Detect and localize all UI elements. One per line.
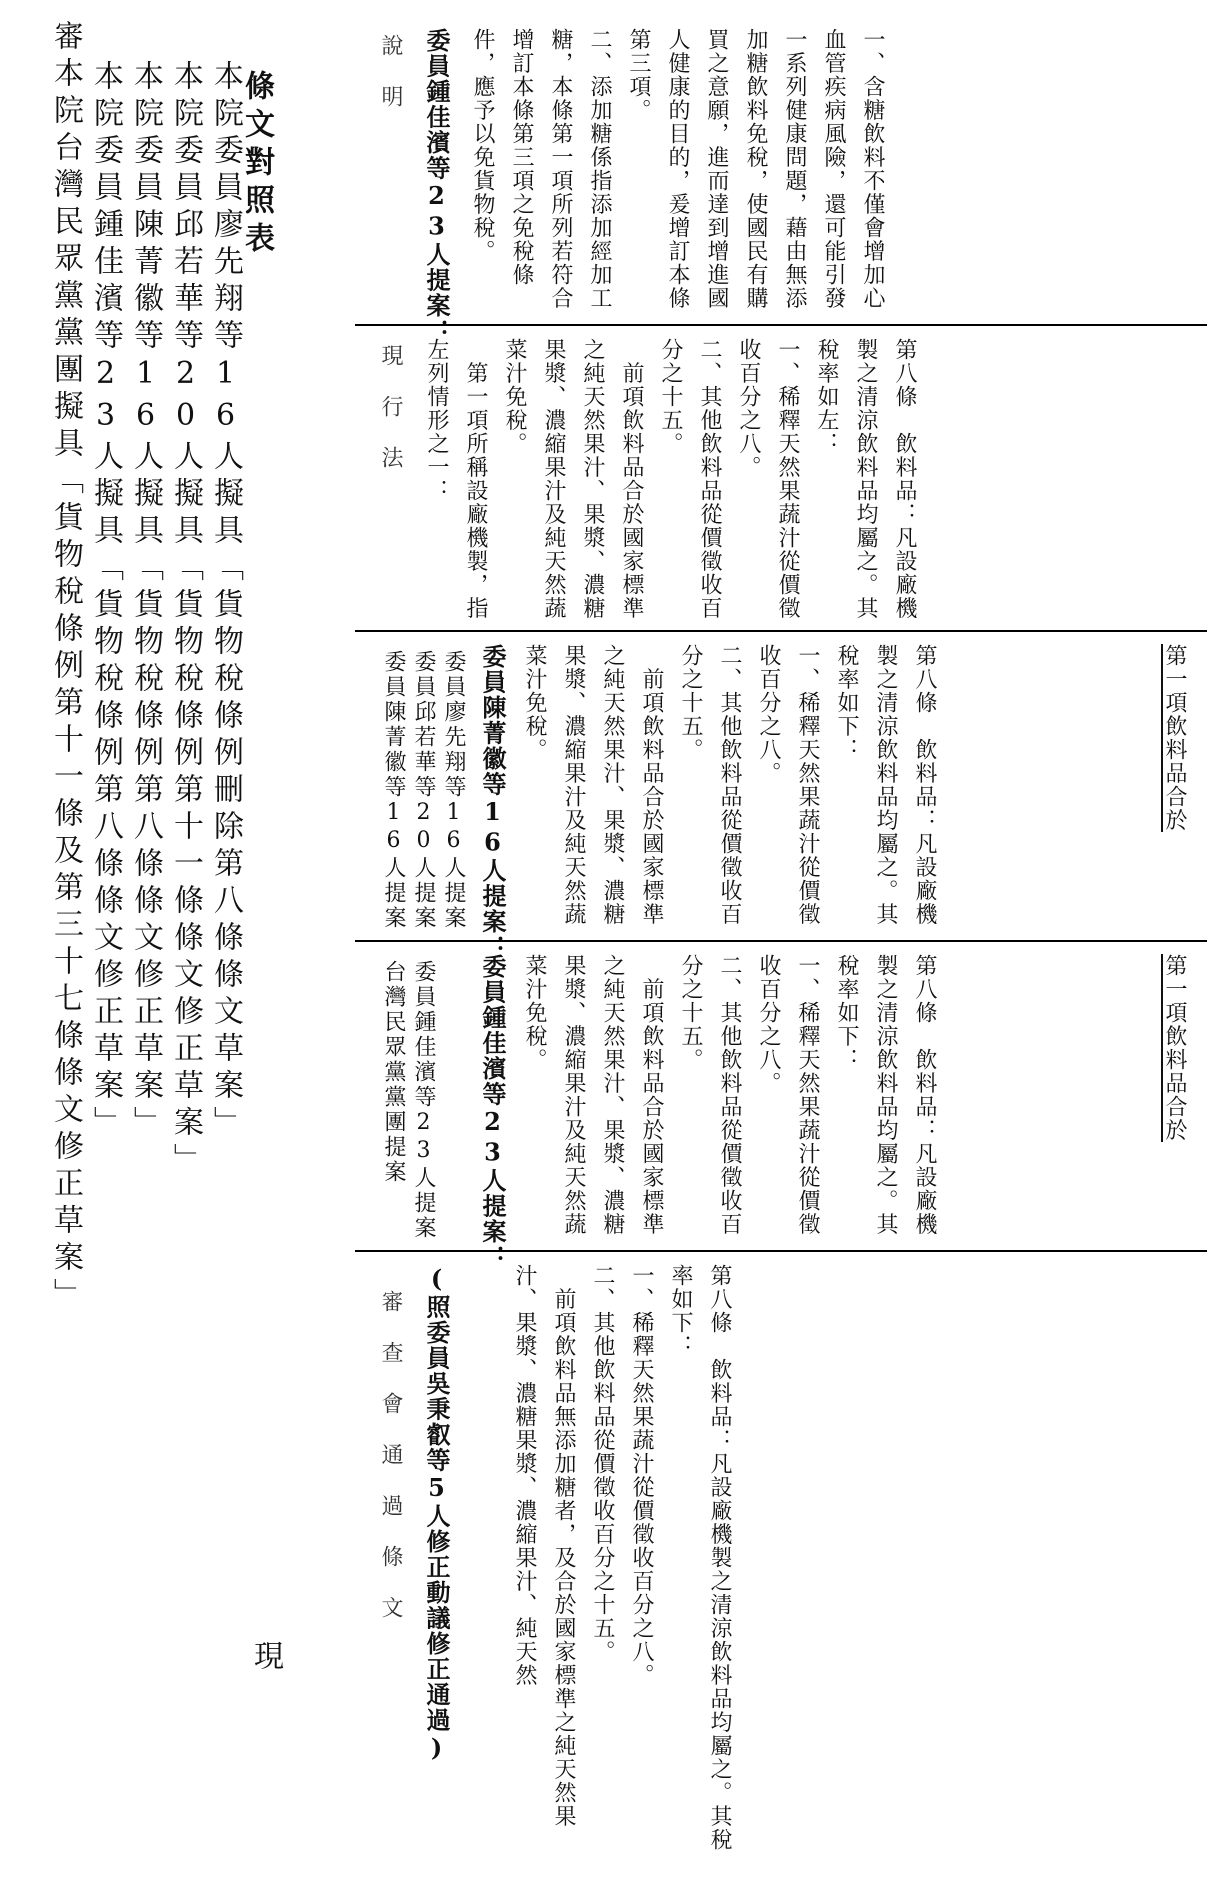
title-line: 本院委員陳菁徽等16人擬具「貨物稅條例第八條條文修正草案」 <box>128 60 163 1143</box>
title-line: 審本院台灣民眾黨黨團擬具「貨物稅條例第十一條及第三十七條條文修正草案」 <box>48 20 83 1315</box>
tpp-heading: 委員鍾佳濱等23人提案： <box>478 954 507 1270</box>
header-members-2: 委員邱若華等20人提案 <box>411 650 436 931</box>
band-members <box>355 630 1207 960</box>
review-heading: (照委員吳秉叡等5人修正動議修正通過) <box>422 1264 451 1764</box>
title-line: 本院委員鍾佳濱等23人擬具「貨物稅條例第八條條文修正草案」 <box>88 60 123 1143</box>
header-tpp: 台灣民眾黨黨團提案 <box>381 960 406 1185</box>
header-members-3: 委員廖先翔等16人提案 <box>441 650 466 931</box>
header-members-1: 委員陳菁徽等16人提案 <box>381 650 406 931</box>
tpp-text: 第八條 飲料品：凡設廠機製之清涼飲料品均屬之。其稅率如下： 一、稀釋天然果蔬汁從價徵收百分之八。 二、其他飲料品從價徵收百分之十五。 前項飲料品合於國家標準之純天然果汁、果漿、濃糖果漿、濃縮果汁及純天然蔬菜汁免稅。 <box>522 954 937 1236</box>
tpp-underlined: 第一項飲料品合於 <box>1162 954 1187 1142</box>
explanation-text: 一、含糖飲料不僅會增加心血管疾病風險，還可能引發一系列健康問題，藉由無添加糖飲料免稅，使國民有購買之意願，進而達到增進國人健康的目的，爰增訂本條第三項。 二、添加糖係指添加經加工糖，本條第一項所列若符合增訂本條第三項之免稅條件，應予以免貨物稅。 <box>470 28 885 310</box>
header-tpp-2: 委員鍾佳濱等23人提案 <box>411 960 436 1241</box>
band-explanation <box>355 14 1207 344</box>
header-review: 審 查 會 通 過 條 文 <box>378 1290 403 1620</box>
members-text: 第八條 飲料品：凡設廠機製之清涼飲料品均屬之。其稅率如下： 一、稀釋天然果蔬汁從價徵收百分之八。 二、其他飲料品從價徵收百分之十五。 前項飲料品合於國家標準之純天然果汁、果漿、濃糖果漿、濃縮果汁及純天然蔬菜汁免稅。 <box>522 644 937 926</box>
explanation-heading: 委員鍾佳濱等23人提案： <box>422 28 451 344</box>
header-explanation-label: 說 明 <box>378 34 403 109</box>
header-current-label: 現 行 法 <box>378 344 403 470</box>
current-text: 第八條 飲料品：凡設廠機製之清涼飲料品均屬之。其稅率如左： 一、稀釋天然果蔬汁從價徵收百分之八。 二、其他飲料品從價徵收百分之十五。 前項飲料品合於國家標準之純天然果汁、果漿、濃糖果漿、濃縮果汁及純天然蔬菜汁免稅。 第一項所稱設廠機製，指左列情形之一： <box>424 338 917 620</box>
review-text: 第八條 飲料品：凡設廠機製之清涼飲料品均屬之。其稅率如下： 一、稀釋天然果蔬汁從價徵收百分之八。 二、其他飲料品從價徵收百分之十五。 前項飲料品無添加糖者，及合於國家標準之純天然果汁、果漿、濃糖果漿、濃縮果汁、純天然 <box>512 1264 732 1852</box>
band-tpp <box>355 940 1207 1270</box>
band-current <box>355 324 1207 632</box>
band-review <box>355 1250 1207 1886</box>
title-line: 本院委員邱若華等20人擬具「貨物稅條例第十一條條文修正草案」 <box>168 60 203 1180</box>
title-line: 現 <box>248 1640 283 1677</box>
document-title <box>50 20 350 1720</box>
title-line: 本院委員廖先翔等16人擬具「貨物稅條例刪除第八條條文草案」 <box>208 60 243 1143</box>
members-heading: 委員陳菁徽等16人提案： <box>478 644 507 960</box>
table-grid <box>355 14 1207 1886</box>
members-underlined: 第一項飲料品合於 <box>1162 644 1187 832</box>
table-label: 條文對照表 <box>239 70 274 260</box>
